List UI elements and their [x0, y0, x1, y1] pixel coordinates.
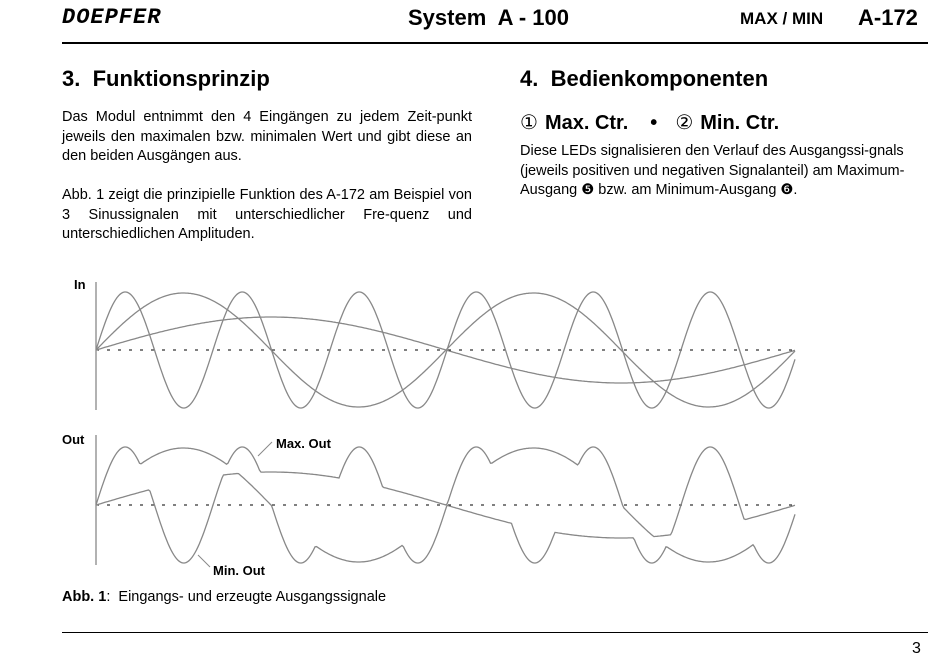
in-axis-label: In — [74, 277, 86, 292]
section-3-paragraph-2: Abb. 1 zeigt die prinzipielle Funktion des A-172 am Beispiel von 3 Sinussignalen mit unterschiedlicher Fre-quenz und unterschiedlichen Amplituden. — [62, 187, 472, 242]
figure-caption — [62, 589, 386, 605]
max-output-signal — [96, 447, 795, 537]
figure-caption-text: : Eingangs- und erzeugte Ausgangssignale — [106, 589, 387, 605]
doepfer-logo: DOEPFER — [62, 5, 162, 30]
min-out-pointer — [198, 555, 210, 567]
bullet-separator: • — [650, 112, 658, 134]
out-axis-label: Out — [62, 432, 85, 447]
led-max-ctr-label: Max. Ctr. — [544, 112, 629, 134]
min-out-label: Min. Out — [213, 563, 265, 578]
page-number: 3 — [912, 640, 921, 657]
led-1-number-icon: ① — [520, 112, 538, 134]
module-name: MAX / MIN — [740, 9, 824, 28]
max-out-pointer — [258, 442, 272, 456]
footer-rule — [62, 632, 928, 633]
section-3-paragraph-1: Das Modul entnimmt den 4 Eingängen zu jedem Zeit-punkt jeweils den maximalen bzw. minimalen Wert und gibt diese an den beiden Ausgängen aus. — [62, 109, 472, 164]
max-out-label: Max. Out — [276, 436, 331, 451]
section-3-heading: 3. Funktionsprinzip — [62, 66, 270, 91]
led-min-ctr-label: Min. Ctr. — [700, 112, 780, 134]
signal-diagram — [0, 270, 950, 585]
min-output-signal — [96, 474, 795, 564]
figure-caption-label: Abb. 1 — [62, 589, 107, 605]
system-title: System A - 100 — [408, 5, 570, 30]
led-list — [520, 110, 779, 135]
led-2-number-icon: ② — [675, 112, 694, 134]
section-4-paragraph: Diese LEDs signalisieren den Verlauf des Ausgangssi-gnals (jeweils positiven und negativen Signalanteil) am Maximum-Ausgang ❺ bzw. am Minimum-Ausgang ❻. — [520, 143, 905, 198]
header-rule — [62, 42, 928, 44]
module-number: A-172 — [858, 5, 918, 30]
section-4-heading: 4. Bedienkomponenten — [520, 66, 769, 91]
